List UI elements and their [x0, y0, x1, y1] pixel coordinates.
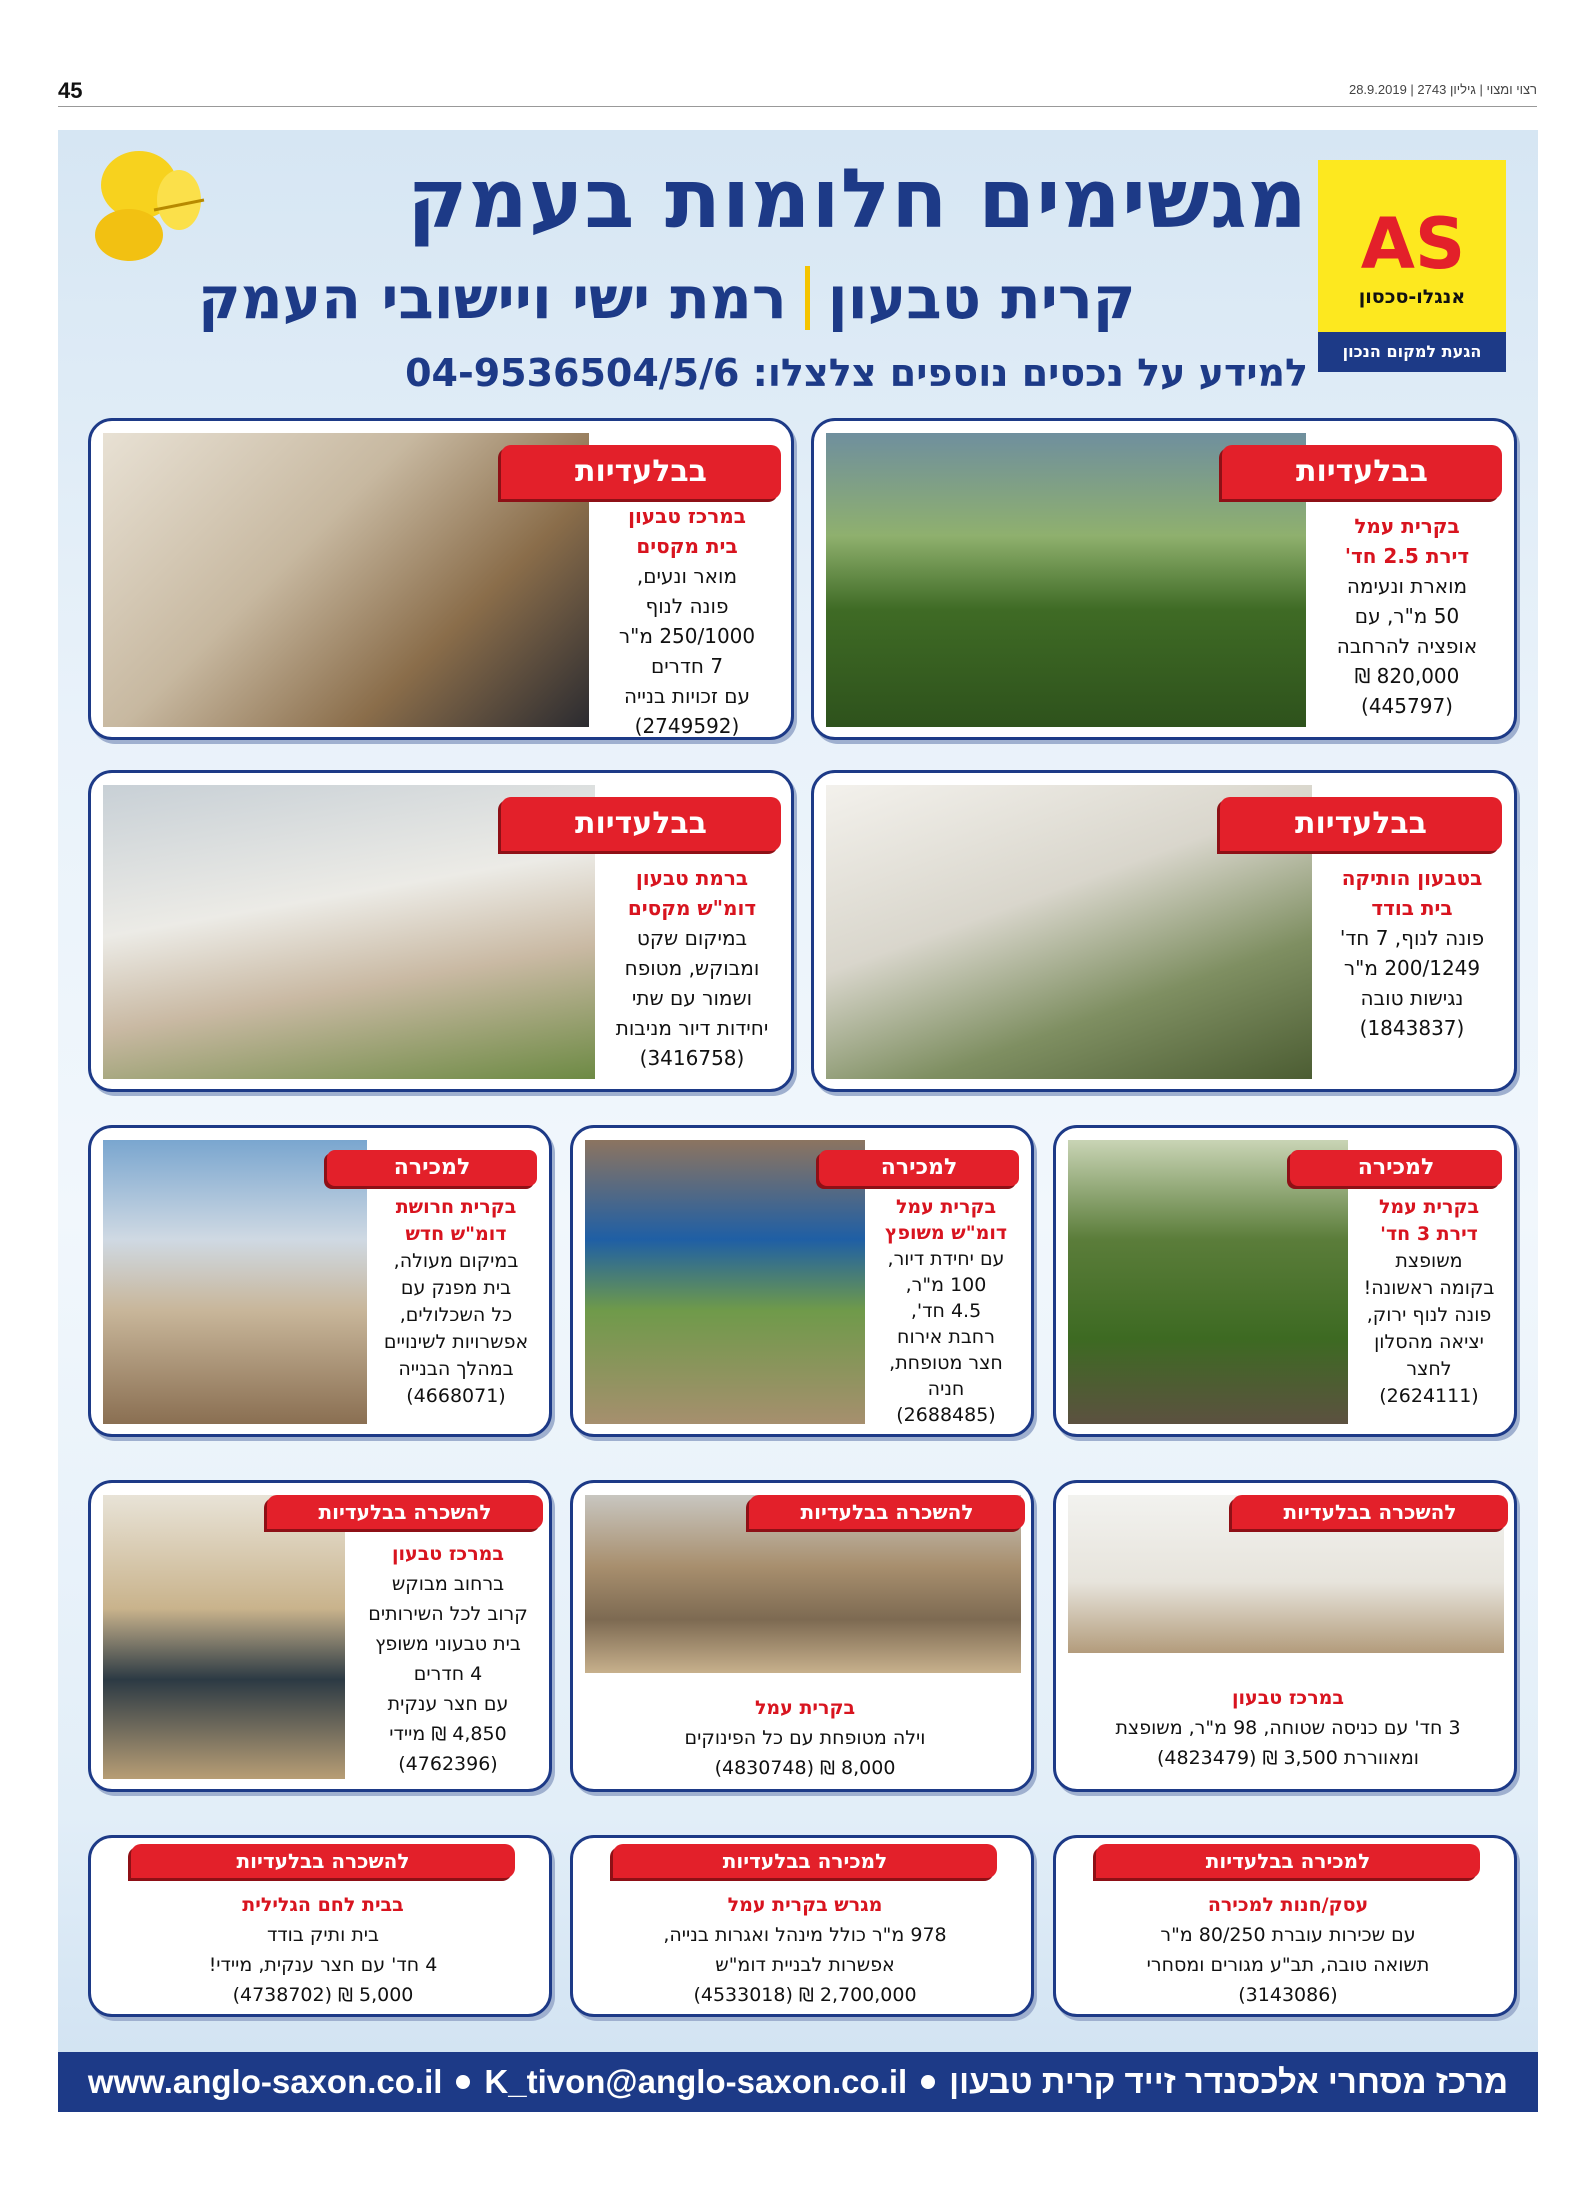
- page-number: 45: [58, 78, 83, 103]
- listing-card[interactable]: [88, 418, 794, 740]
- listing-photo: [103, 1495, 345, 1779]
- listing-banner: בבלעדיות: [1222, 445, 1502, 499]
- listing-banner: להשכרה בבלעדיות: [1232, 1495, 1508, 1529]
- listing-text: בקרית חרושת דומ"ש חדש במיקום מעולה, בית מפנק עם כל השכלולים, אפשרויות לשינויים במהלך הבנייה (4668071): [383, 1196, 529, 1407]
- website-link[interactable]: www.anglo-saxon.co.il: [87, 2063, 443, 2100]
- listing-card[interactable]: [1053, 1835, 1517, 2017]
- contact-line: [158, 348, 1308, 398]
- listing-text: עסק/חנות למכירה עם שכירות עוברת 80/250 מ"ר תשואה טובה, תב"ע מגורים ומסחרי (3143086): [1146, 1894, 1430, 2006]
- listing-banner: בבלעדיות: [501, 797, 781, 851]
- listing-text: בטבעון הותיקה בית בודד פונה לנוף, 7 חד' 200/1249 מ"ר נגישות טובה (1843837): [1339, 866, 1485, 1040]
- listing-text: במרכז טבעון 3 חד' עם כניסה שטוחה, 98 מ"ר, משופצת ומאווררת 3,500 ₪ (4823479): [1115, 1687, 1461, 1769]
- listing-text: בקרית עמל דומ"ש משופץ עם יחידת דיור, 100 מ"ר, 4.5 חד', רחבת אירוח חצר מטופחת, חניה (2688485): [884, 1196, 1008, 1426]
- listing-text: בקרית עמל וילה מטופחת עם כל הפינוקים 8,000 ₪ (4830748): [684, 1697, 926, 1779]
- logo-mark-text: AS: [1360, 208, 1466, 278]
- listing-banner: למכירה בבלעדיות: [613, 1844, 997, 1878]
- logo-tagline: הגעת למקום הנכון: [1318, 332, 1506, 372]
- listing-card[interactable]: [570, 1835, 1034, 2017]
- listing-photo: [103, 1140, 367, 1424]
- listing-banner: להשכרה בבלעדיות: [267, 1495, 543, 1529]
- listing-text: מגרש בקרית עמל 978 מ"ר כולל מינהל ואגרות בנייה, אפשרות לבניית דומ"ש (4533018) ₪ 2,700,000: [663, 1894, 947, 2006]
- office-address: מרכז מסחרי אלכסנדר זייד קרית טבעון: [949, 2063, 1509, 2100]
- listing-banner: להשכרה בבלעדיות: [749, 1495, 1025, 1529]
- bullet-icon: [456, 2075, 470, 2089]
- listing-banner: להשכרה בבלעדיות: [131, 1844, 515, 1878]
- listing-card[interactable]: [88, 1835, 552, 2017]
- listing-card[interactable]: [88, 1125, 552, 1437]
- listing-card[interactable]: [811, 418, 1517, 740]
- headline-areas: [198, 258, 1308, 338]
- info-text: למידע על נכסים נוספים צלצלו:: [752, 351, 1308, 395]
- yellow-divider: [805, 266, 810, 330]
- listing-text: בקרית עמל דירת 2.5 חד' מוארת ונעימה 50 מ"ר, עם אופציה להרחבה 820,000 ₪ (445797): [1336, 514, 1478, 718]
- listing-card[interactable]: [570, 1480, 1034, 1792]
- listing-text: ברמת טבעון דומ"ש מקסים במיקום שקט ומבוקש, מטופח ושמור עם שתי יחידות דיור מניבות (3416758): [615, 866, 769, 1070]
- footer-bar: [58, 2052, 1538, 2112]
- butterfly-icon: [84, 140, 214, 270]
- logo-brand: אנגלו-סכסון: [1358, 286, 1466, 308]
- advertisement: [58, 130, 1538, 2108]
- listing-text: במרכז טבעון בית מקסים מואר ונעים, פונה לנוף 250/1000 מ"ר 7 חדרים עם זכויות בנייה (2749592): [618, 504, 756, 738]
- listing-banner: למכירה: [819, 1150, 1019, 1186]
- phone-number[interactable]: 04-9536504/5/6: [405, 351, 740, 395]
- listing-text: בקרית עמל דירת 3 חד' משופצת בקומה ראשונה! פונה לנוף ירוק, יציאה מהסלון לחצר (2624111): [1363, 1196, 1495, 1407]
- listing-banner: למכירה: [327, 1150, 537, 1186]
- listing-banner: למכירה: [1290, 1150, 1502, 1186]
- email-link[interactable]: K_tivon@anglo-saxon.co.il: [484, 2063, 908, 2100]
- listing-text: בבית לחם הגלילית בית ותיק בודד 4 חד' עם חצר ענקית, מיידי! (4738702) ₪ 5,000: [208, 1894, 438, 2006]
- listing-card[interactable]: [1053, 1480, 1517, 1792]
- area-tivon: קרית טבעון: [827, 264, 1136, 332]
- as-logo-mark: [1354, 208, 1472, 278]
- listing-card[interactable]: [570, 1125, 1034, 1437]
- listing-card[interactable]: [88, 770, 794, 1092]
- listing-card[interactable]: [88, 1480, 552, 1792]
- anglo-saxon-logo: [1318, 160, 1506, 372]
- listing-card[interactable]: [811, 770, 1517, 1092]
- listing-text: במרכז טבעון ברחוב מבוקש קרוב לכל השירותים בית טבעוני משופץ 4 חדרים עם חצר ענקית 4,850 ₪ מיידי (4762396): [368, 1543, 528, 1775]
- area-ramat-yishai: רמת ישי ויישובי העמק: [198, 264, 787, 332]
- listing-banner: בבלעדיות: [501, 445, 781, 499]
- listing-banner: בבלעדיות: [1220, 797, 1502, 851]
- bullet-icon: [921, 2075, 935, 2089]
- issue-info: רצוי ומצוי | גיליון 2743 | 28.9.2019: [1348, 82, 1537, 97]
- listing-card[interactable]: [1053, 1125, 1517, 1437]
- listing-banner: למכירה בבלעדיות: [1096, 1844, 1480, 1878]
- header-divider: [58, 106, 1537, 107]
- headline-title: מגשימים חלומות בעמק: [407, 152, 1308, 247]
